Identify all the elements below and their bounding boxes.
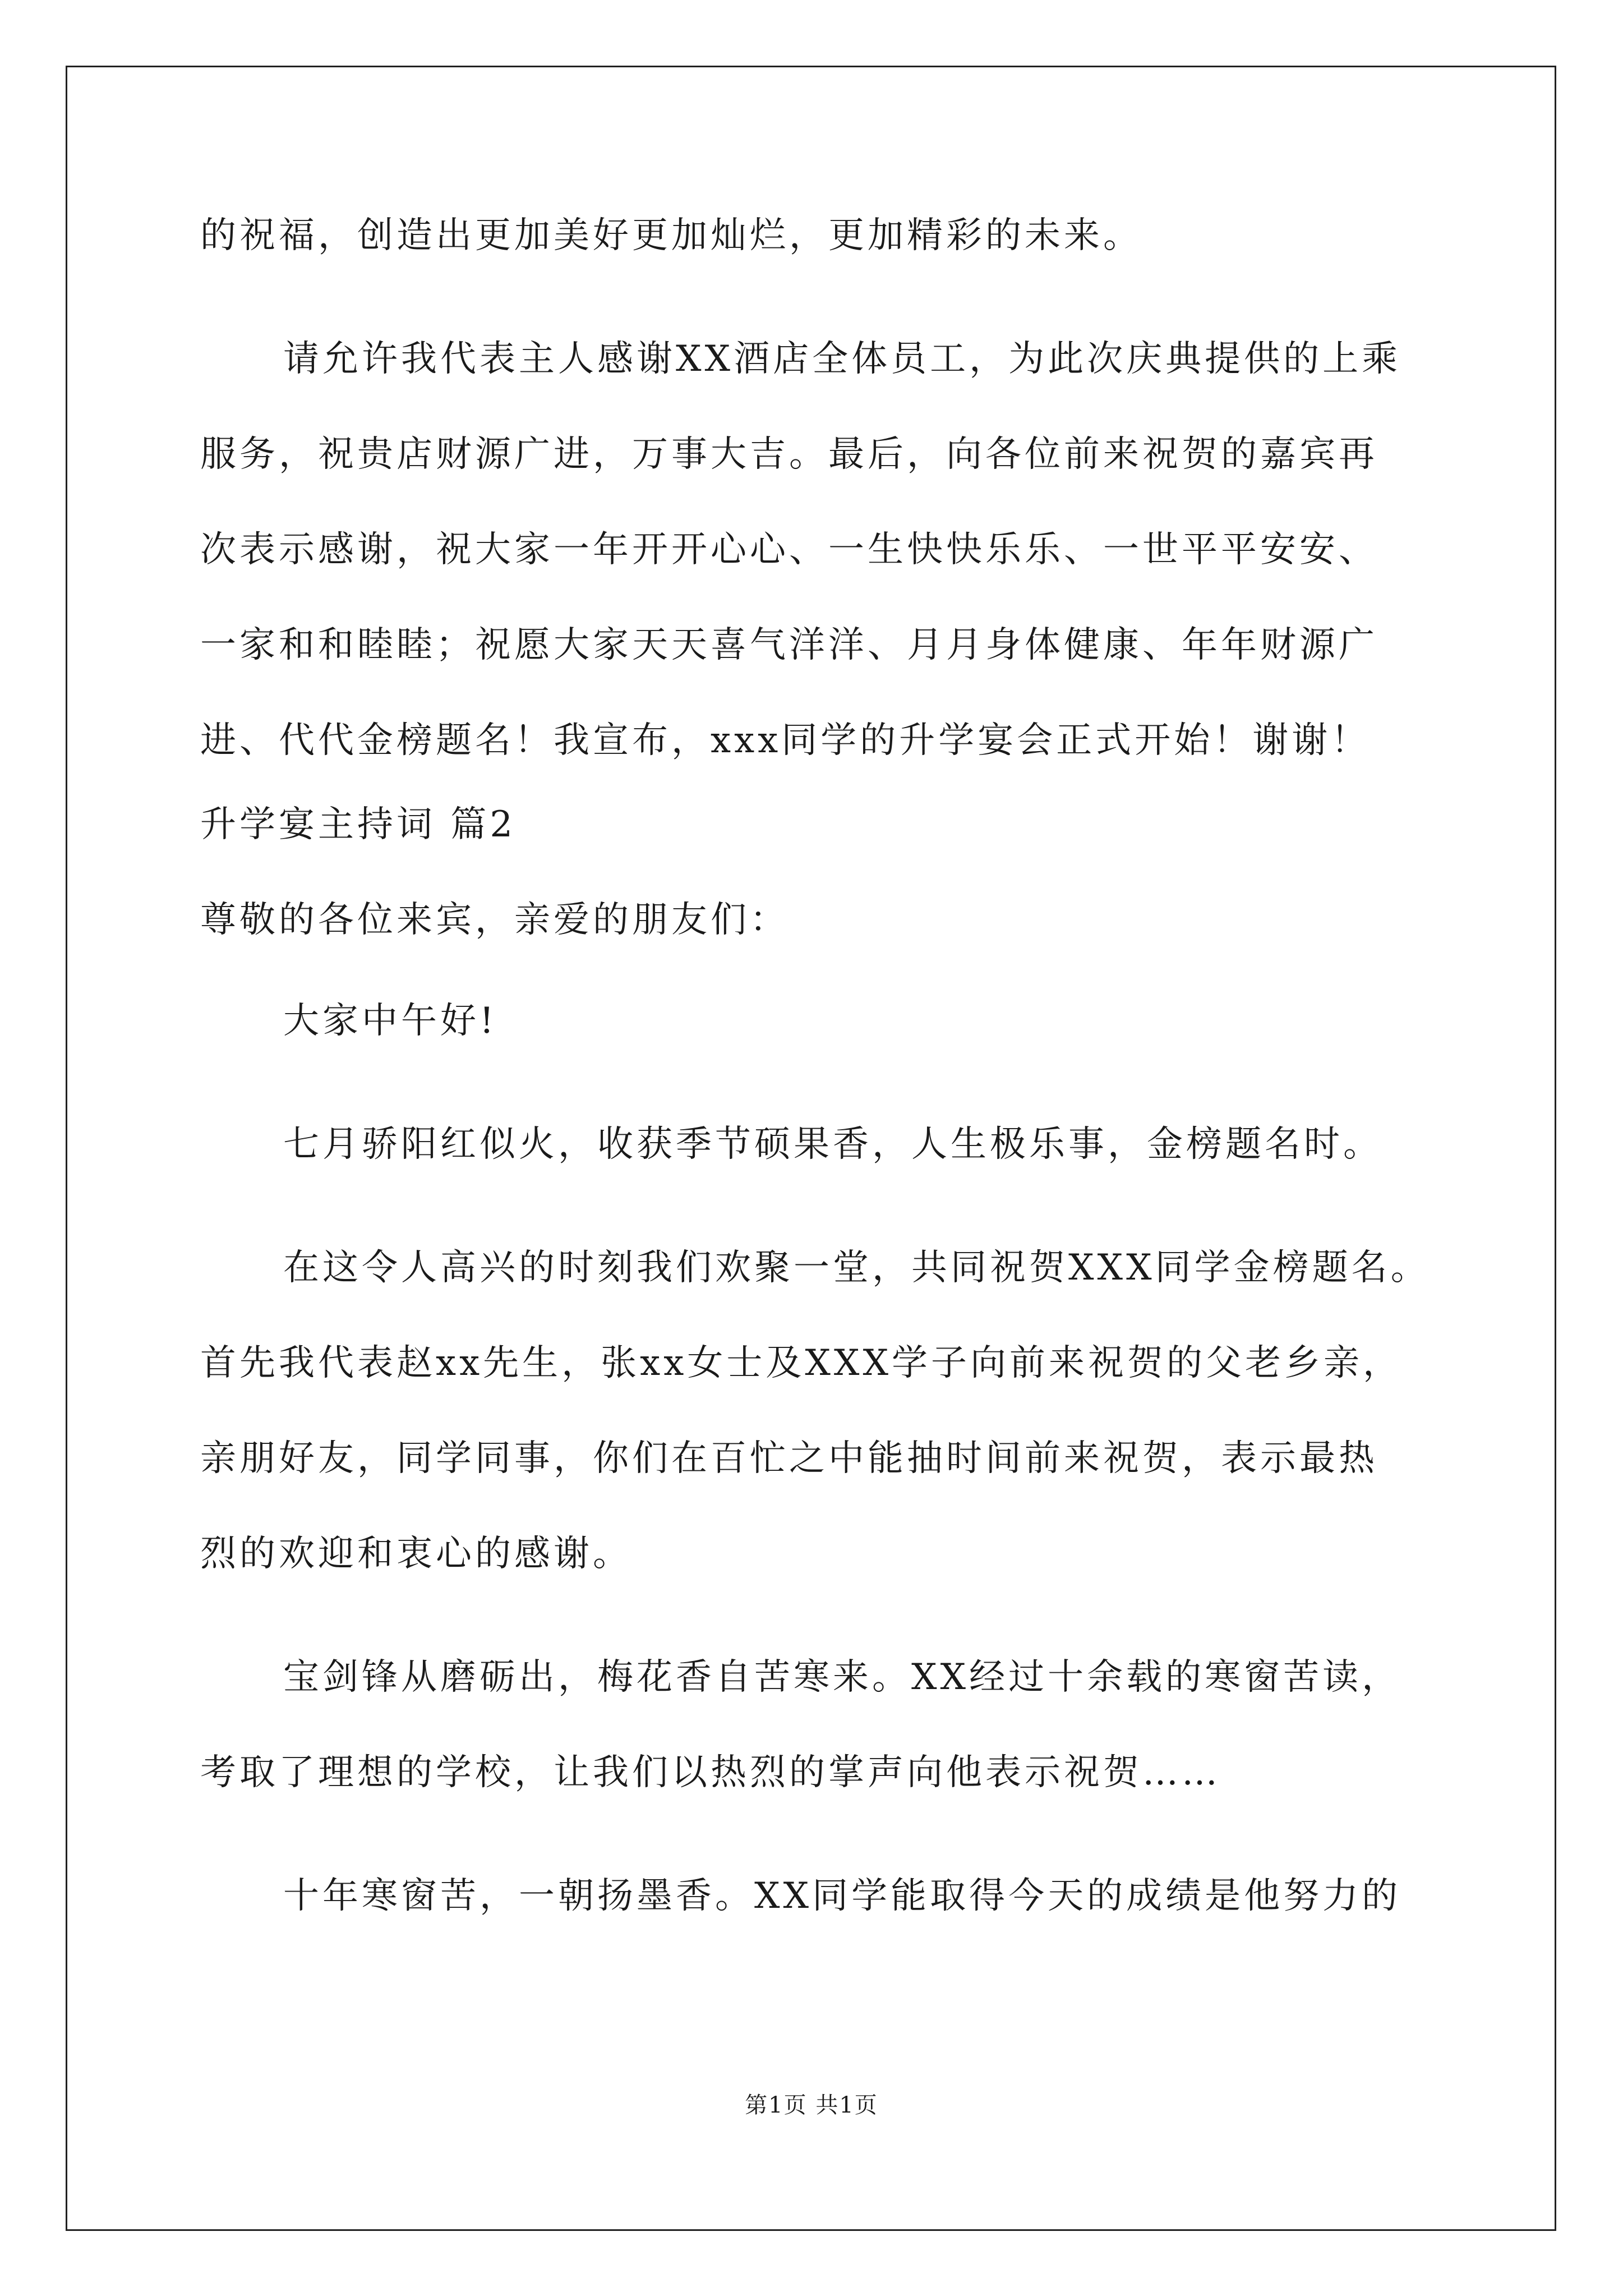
section-heading: 升学宴主持词 篇2 <box>200 804 517 845</box>
text-line: 一家和和睦睦；祝愿大家天天喜气洋洋、月月身体健康、年年财源广 <box>200 624 1378 666</box>
text-line: 进、代代金榜题名！我宣布，xxx同学的升学宴会正式开始！谢谢！ <box>200 720 1371 761</box>
text-line: 服务，祝贵店财源广进，万事大吉。最后，向各位前来祝贺的嘉宾再 <box>200 434 1378 475</box>
text-line: 亲朋好友，同学同事，你们在百忙之中能抽时间前来祝贺，表示最热 <box>200 1438 1378 1479</box>
text-line: 宝剑锋从磨砺出，梅花香自苦寒来。XX经过十余载的寒窗苦读， <box>283 1657 1401 1698</box>
text-line: 首先我代表赵xx先生，张xx女士及XXX学子向前来祝贺的父老乡亲， <box>200 1342 1403 1384</box>
text-line: 考取了理想的学校，让我们以热烈的掌声向他表示祝贺…… <box>200 1752 1221 1793</box>
text-line: 十年寒窗苦，一朝扬墨香。XX同学能取得今天的成绩是他努力的 <box>283 1875 1401 1917</box>
text-line: 的祝福，创造出更加美好更加灿烂，更加精彩的未来。 <box>200 215 1142 256</box>
salutation: 尊敬的各位来宾，亲爱的朋友们： <box>200 899 789 941</box>
text-line: 次表示感谢，祝大家一年开开心心、一生快快乐乐、一世平平安安、 <box>200 529 1378 570</box>
text-line: 在这令人高兴的时刻我们欢聚一堂，共同祝贺XXX同学金榜题名。 <box>283 1247 1430 1289</box>
text-line: 大家中午好! <box>283 1000 497 1042</box>
text-line: 七月骄阳红似火，收获季节硕果香，人生极乐事，金榜题名时。 <box>283 1124 1382 1165</box>
text-line: 烈的欢迎和衷心的感谢。 <box>200 1533 632 1575</box>
page-footer: 第1页 共1页 <box>745 2092 878 2118</box>
text-line: 请允许我代表主人感谢XX酒店全体员工，为此次庆典提供的上乘 <box>283 338 1401 380</box>
